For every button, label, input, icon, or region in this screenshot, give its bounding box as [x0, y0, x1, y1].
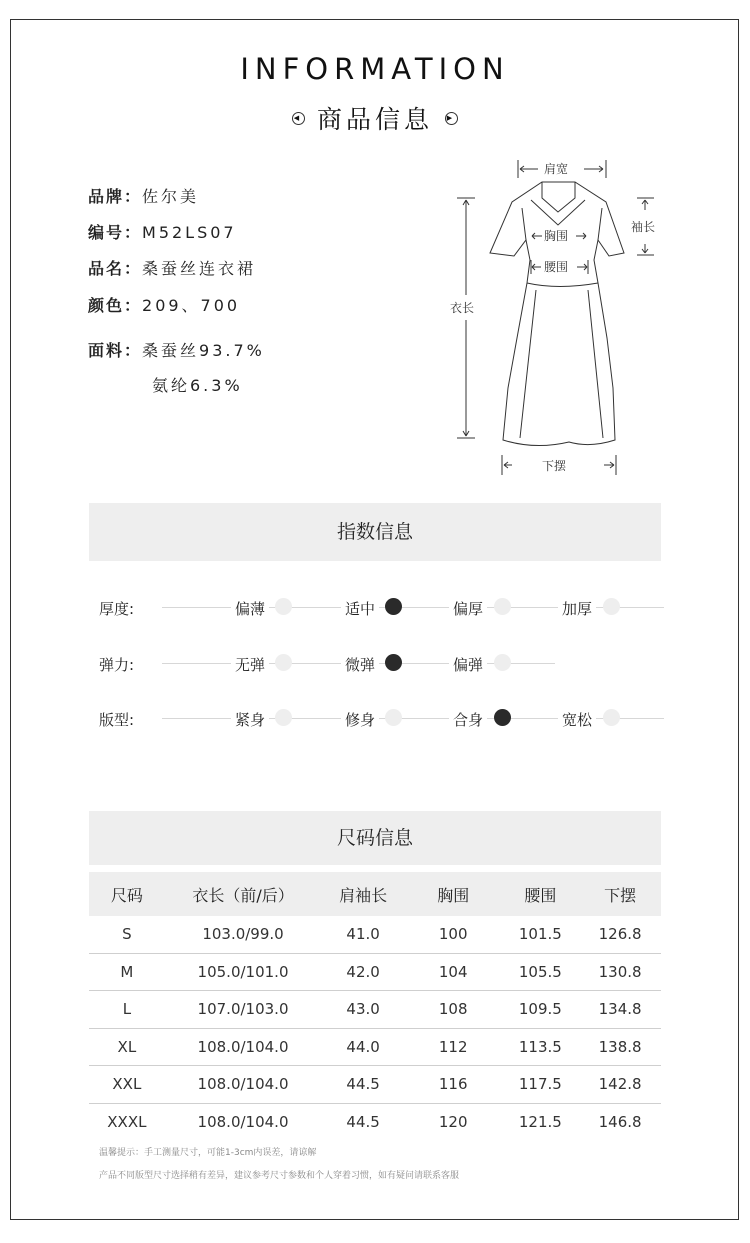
- table-cell: S: [89, 916, 165, 953]
- table-cell: 43.0: [321, 991, 405, 1029]
- table-cell: 121.5: [518, 1112, 562, 1131]
- info-name: [88, 256, 256, 279]
- table-row: [89, 916, 661, 953]
- scale-dot: [603, 709, 620, 726]
- info-value: 桑蚕丝连衣裙: [142, 259, 257, 278]
- table-cell: 117.5: [501, 1066, 579, 1104]
- scale-dot: [275, 598, 292, 615]
- info-fabric: [88, 338, 265, 361]
- table-cell: L: [89, 991, 165, 1029]
- table-cell: 104: [405, 953, 502, 991]
- info-fabric-second: 氨纶6.3%: [152, 376, 243, 395]
- dim-length-label: 衣长: [450, 301, 475, 315]
- table-cell: 108: [405, 991, 502, 1029]
- scale-row-label: 厚度:: [99, 600, 135, 618]
- size-col-header: 衣长（前/后）: [165, 872, 322, 916]
- info-value: 佐尔美: [142, 187, 200, 206]
- size-section-title: 尺码信息: [89, 811, 661, 865]
- table-cell: 105.0/101.0: [165, 953, 322, 991]
- table-cell: 44.0: [321, 1028, 405, 1066]
- scale-option: 合身: [449, 709, 487, 730]
- info-label: 品牌：: [88, 187, 143, 206]
- dim-sleeve-label: 袖长: [631, 220, 656, 234]
- table-row: [89, 991, 661, 1029]
- table-row: [89, 1066, 661, 1104]
- size-col-header: 下摆: [579, 872, 661, 916]
- title-cn-text: 商品信息: [316, 105, 433, 134]
- table-cell: 113.5: [501, 1028, 579, 1066]
- scale-option: 偏薄: [231, 598, 269, 619]
- scale-option: 宽松: [558, 709, 596, 730]
- size-col-header: 肩袖长: [321, 872, 405, 916]
- scale-option: 紧身: [231, 709, 269, 730]
- scale-row-elasticity: [99, 654, 664, 674]
- scale-dot: [494, 598, 511, 615]
- circle-right-arrow-icon: ▶: [445, 112, 458, 125]
- table-cell: 108.0/104.0: [165, 1028, 322, 1066]
- dim-waist-label: 腰围: [544, 260, 569, 274]
- size-col-header: 尺码: [89, 872, 165, 916]
- size-col-header: 腰围: [501, 872, 579, 916]
- index-section-title: 指数信息: [89, 503, 661, 561]
- table-cell: XL: [89, 1028, 165, 1066]
- scale-dot: [494, 654, 511, 671]
- dim-hem-label: 下摆: [542, 459, 567, 473]
- scale-option: 无弹: [231, 654, 269, 675]
- circle-left-arrow-icon: ◀: [292, 112, 305, 125]
- info-label: 品名：: [88, 259, 143, 278]
- table-cell: 103.0/99.0: [165, 916, 322, 953]
- page-title-cn: [0, 100, 750, 136]
- table-cell: 101.5: [501, 916, 579, 953]
- scale-option: 微弹: [341, 654, 379, 675]
- table-cell: 44.5: [346, 1112, 380, 1131]
- table-cell: 108.0/104.0: [165, 1066, 322, 1104]
- scale-row-fit: [99, 709, 664, 729]
- table-cell: 120: [438, 1112, 468, 1131]
- scale-option: 适中: [341, 598, 379, 619]
- table-cell: XXXL: [107, 1112, 147, 1131]
- size-table-header: [89, 872, 661, 916]
- dress-diagram: [440, 150, 670, 485]
- note-measure-error: 温馨提示：手工测量尺寸，可能1-3cm内误差，请谅解: [99, 1148, 317, 1158]
- table-cell: 100: [405, 916, 502, 953]
- table-cell: 105.5: [501, 953, 579, 991]
- size-col-header: 胸围: [405, 872, 502, 916]
- info-brand: [88, 184, 199, 207]
- table-row: [89, 953, 661, 991]
- table-cell: 142.8: [579, 1066, 661, 1104]
- info-value: 桑蚕丝93.7%: [142, 341, 265, 360]
- scale-dot-selected: [385, 654, 402, 671]
- page-title-en: INFORMATION: [240, 52, 510, 86]
- scale-row-thickness: [99, 598, 664, 618]
- dim-shoulder-label: 肩宽: [544, 162, 569, 176]
- scale-dot-selected: [494, 709, 511, 726]
- scale-option: 修身: [341, 709, 379, 730]
- scale-option: 加厚: [558, 598, 596, 619]
- table-cell: 134.8: [579, 991, 661, 1029]
- table-cell: 42.0: [321, 953, 405, 991]
- table-cell: 138.8: [579, 1028, 661, 1066]
- dim-chest-label: 胸围: [544, 229, 569, 243]
- table-cell: 108.0/104.0: [197, 1112, 289, 1131]
- table-cell: M: [89, 953, 165, 991]
- info-value: 209、700: [142, 296, 241, 315]
- info-color: [88, 293, 240, 316]
- dress-outline: [490, 182, 624, 446]
- scale-dot: [275, 654, 292, 671]
- table-cell: 107.0/103.0: [165, 991, 322, 1029]
- size-table: [89, 872, 661, 1140]
- info-label: 编号：: [88, 223, 143, 242]
- scale-option: 偏厚: [449, 598, 487, 619]
- table-cell: 116: [405, 1066, 502, 1104]
- table-cell: XXL: [89, 1066, 165, 1104]
- dress-collar: [542, 182, 575, 212]
- info-label: 面料：: [88, 341, 143, 360]
- table-cell: 126.8: [579, 916, 661, 953]
- table-cell: 146.8: [598, 1112, 642, 1131]
- info-label: 颜色：: [88, 296, 143, 315]
- table-cell: 130.8: [579, 953, 661, 991]
- table-row: [89, 1103, 661, 1140]
- info-value: M52LS07: [142, 223, 237, 242]
- table-row: [89, 1028, 661, 1066]
- scale-row-label: 弹力:: [99, 656, 135, 674]
- table-cell: 112: [405, 1028, 502, 1066]
- table-cell: 44.5: [321, 1066, 405, 1104]
- scale-dot: [603, 598, 620, 615]
- info-code: [88, 220, 237, 243]
- scale-dot: [385, 709, 402, 726]
- scale-row-label: 版型:: [99, 711, 135, 729]
- note-fit-advice: 产品不同版型尺寸选择稍有差异，建议参考尺寸参数和个人穿着习惯，如有疑问请联系客服: [99, 1171, 460, 1181]
- table-cell: 41.0: [321, 916, 405, 953]
- scale-dot-selected: [385, 598, 402, 615]
- scale-dot: [275, 709, 292, 726]
- scale-option: 偏弹: [449, 654, 487, 675]
- table-cell: 109.5: [501, 991, 579, 1029]
